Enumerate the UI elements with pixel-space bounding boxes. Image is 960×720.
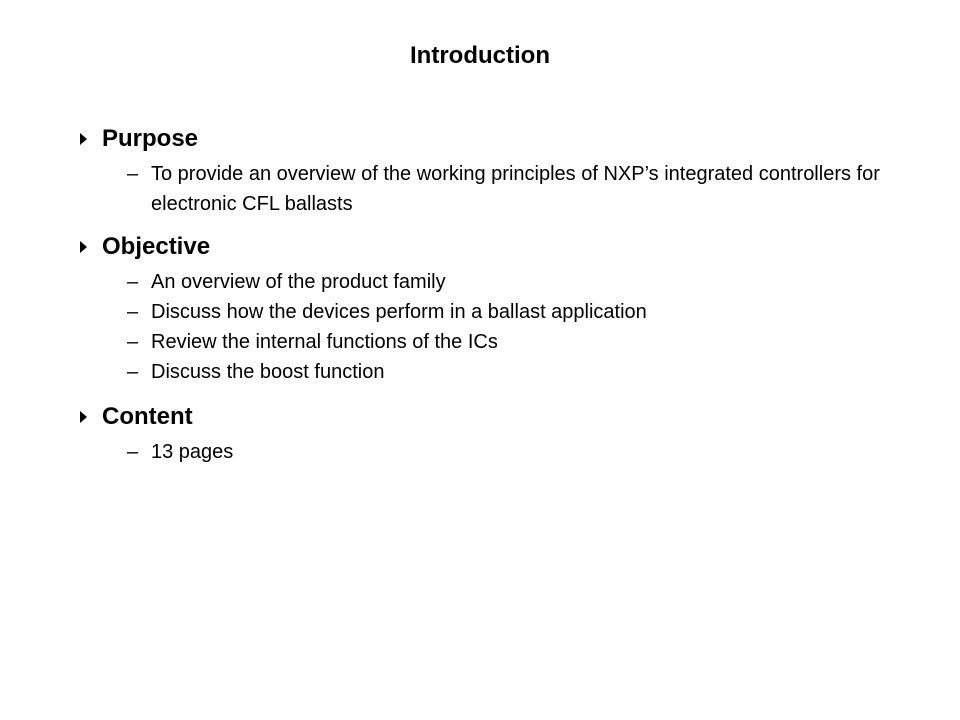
dash-bullet: – [127,163,139,185]
list-item-text: Discuss the boost function [151,361,385,383]
triangle-bullet-icon [80,133,87,145]
list-item-text: Review the internal functions of the ICs [151,331,498,353]
sub-item-list [76,437,896,467]
section-heading-row [76,123,896,155]
list-item [76,267,896,297]
dash-bullet: – [127,441,139,463]
list-item-text: An overview of the product family [151,271,446,293]
dash-bullet: – [127,361,139,383]
dash-bullet: – [127,301,139,323]
list-item [76,327,896,357]
section-heading: Purpose [102,125,199,152]
list-item [76,159,896,219]
sub-item-list [76,267,896,387]
list-item [76,297,896,327]
dash-bullet: – [127,271,139,293]
section-heading: Objective [102,233,211,260]
triangle-bullet-icon [80,241,87,253]
slide-title: Introduction [410,42,550,69]
dash-bullet: – [127,331,139,353]
list-item-text: 13 pages [151,441,234,463]
section-content [76,401,896,467]
list-item [76,357,896,387]
sub-item-list [76,159,896,219]
list-item [76,437,896,467]
section-purpose [76,123,896,219]
section-heading-row [76,231,896,263]
section-heading: Content [102,403,193,430]
section-objective [76,231,896,387]
triangle-bullet-icon [80,411,87,423]
section-heading-row [76,401,896,433]
list-item-text: Discuss how the devices perform in a ballast application [151,301,647,323]
list-item-text: To provide an overview of the working principles of NXP’s integrated controllers for electronic CFL ballasts [151,163,880,215]
